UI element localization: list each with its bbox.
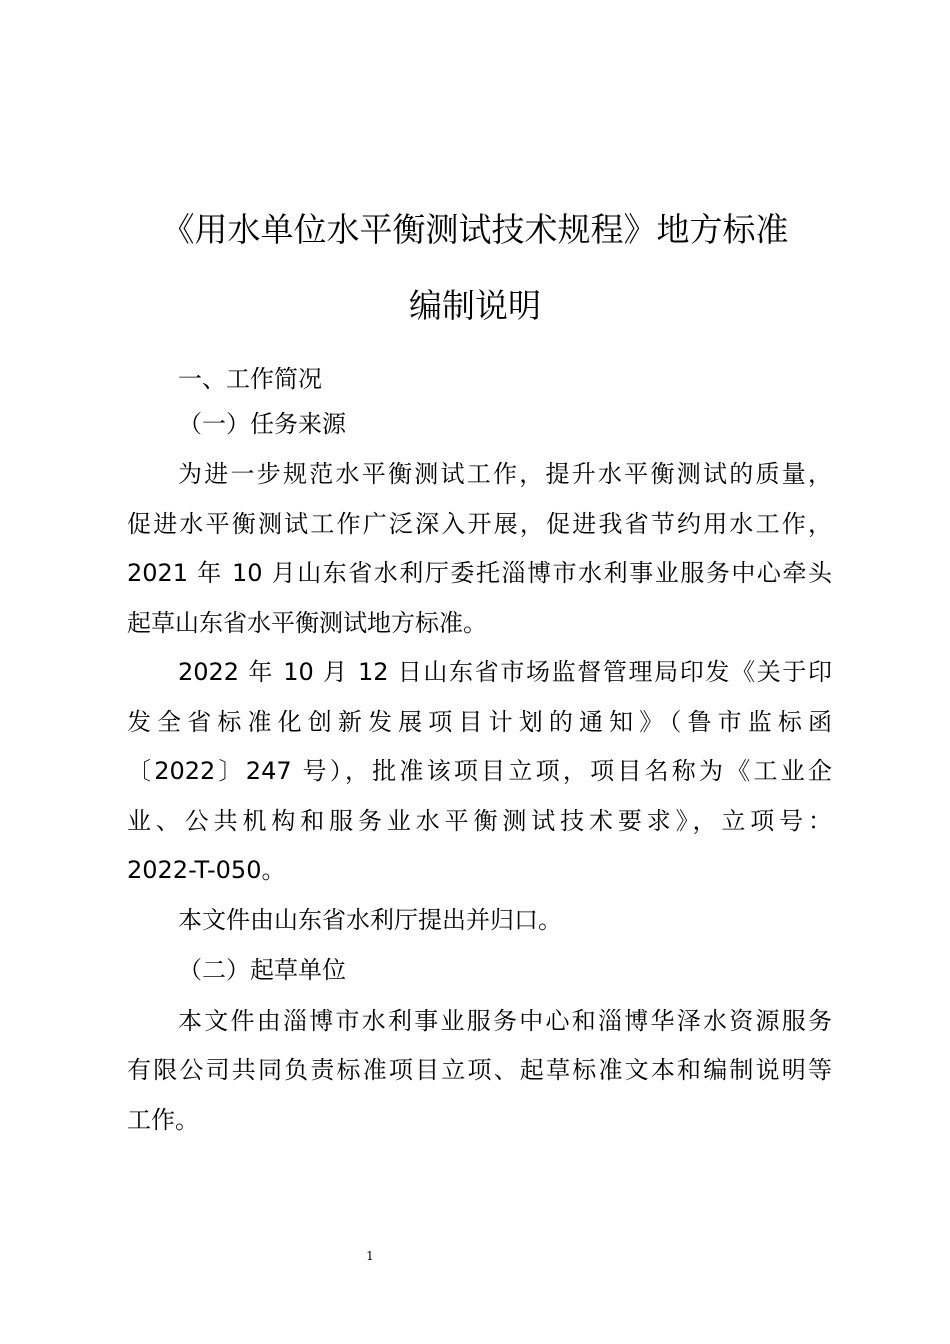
document-subtitle: 编制说明 [409, 286, 541, 325]
paragraph-line: 本文件由山东省水利厅提出并归口。 [178, 906, 562, 934]
document-title: 《用水单位水平衡测试技术规程》地方标准 [161, 210, 789, 249]
paragraph-line: 促进水平衡测试工作广泛深入开展，促进我省节约用水工作， [127, 510, 832, 538]
paragraph-line: 2022-T-050。 [127, 856, 286, 884]
paragraph-line: 业、公共机构和服务业水平衡测试技术要求》，立项号： [127, 807, 832, 835]
paragraph-line: 2022 年 10 月 12 日山东省市场监督管理局印发《关于印 [178, 658, 832, 686]
paragraph-line: 有限公司共同负责标准项目立项、起草标准文本和编制说明等 [127, 1056, 832, 1084]
paragraph-line: 工作。 [127, 1106, 199, 1134]
section-heading: 一、工作简况 [178, 365, 322, 393]
paragraph-line: 起草山东省水平衡测试地方标准。 [127, 609, 487, 637]
subsection-heading-task-source: （一）任务来源 [178, 410, 346, 438]
paragraph-line: 为进一步规范水平衡测试工作，提升水平衡测试的质量， [178, 460, 832, 488]
paragraph-line: 2021 年 10 月山东省水利厅委托淄博市水利事业服务中心牵头 [127, 559, 832, 587]
paragraph-line: 〔2022〕247 号），批准该项目立项，项目名称为《工业企 [127, 757, 832, 785]
page-number: 1 [366, 1249, 374, 1263]
paragraph-line: 本文件由淄博市水利事业服务中心和淄博华泽水资源服务 [178, 1007, 832, 1035]
paragraph-line: 发全省标准化创新发展项目计划的通知》（鲁市监标函 [127, 708, 832, 736]
subsection-heading-drafting-unit: （二）起草单位 [178, 956, 346, 984]
